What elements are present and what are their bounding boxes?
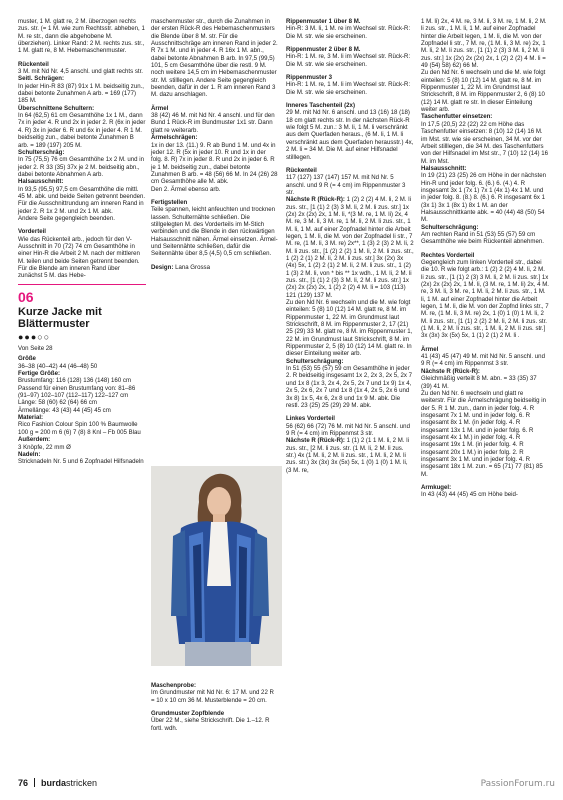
paragraph: 1x in der 13. (11.) 9. R ab Bund 1 M. und 4x in jeder 12. R (5x in jeder 10. R und 1x in der folg. 8. R) 7x in jeder 8. R und 2x in jeder 6. R je 1 M. beidseitig zun., dabei betonte Zunahmen B arb. = 48 (56) 66 M. In 24 (26) 28 cm Gesamthöhe alle M. abk. bbox=[151, 141, 278, 186]
paragraph: 3 Knöpfe, 22 mm Ø bbox=[18, 443, 71, 451]
subheading: Halsausschnitt: bbox=[18, 178, 64, 186]
paragraph: Am rechten Rand in 51 (53) 55 (57) 59 cm Gesamthöhe wie beim Rückenteil abnehmen. bbox=[421, 230, 544, 246]
section-heading: Rippenmuster 1 über 8 M. bbox=[286, 18, 361, 25]
subheading: Armkugel: bbox=[421, 483, 452, 491]
design-credit bbox=[151, 264, 279, 271]
paragraph: 56 (62) 66 (72) 76 M. mit Nd Nr. 5 anschl. und 9 R (= 4 cm) im Rippenmst 3 str. bbox=[286, 422, 410, 437]
paragraph: Länge: 58 (60) 62 (64) 66 cm bbox=[18, 399, 97, 407]
column-1 bbox=[18, 18, 146, 466]
paragraph: In jeder Hin-R 83 (87) 91x 1 M. beidseitig zun., dabei betonte Zunahmen A arb. = 169 (177) 185 M. bbox=[18, 82, 144, 105]
row-text: 1 (1) 2 (1 1 M. li, 2 M. li zus. str., [2 M. li zus. str. (1 M. li, 2 M. li zus. str.) 4x (1 M. li, 2 M. li zus. str., 1 M. li, 2 M. li zus. str.) 3x (3x) 3x (5x) 5x, 1 (0) 1 (0) 1 M. li, (3 M. re, bbox=[286, 437, 409, 474]
paragraph: 38 (42) 46 M. mit Nd Nr. 4 anschl. und für den Bund 1 Rück-R im Bundmuster 1x1 str. Dann glatt re weiterarb. bbox=[151, 112, 275, 134]
page-number: 76 bbox=[18, 778, 29, 788]
subheading: Schulterschrägung: bbox=[421, 223, 479, 231]
section-heading: Ärmel bbox=[421, 345, 439, 353]
subheading: Schulterschräg: bbox=[18, 148, 65, 156]
design-name: Lana Grossa bbox=[175, 263, 210, 271]
paragraph bbox=[286, 196, 414, 299]
footer-separator bbox=[34, 778, 35, 787]
column-2-bottom bbox=[151, 682, 279, 738]
section-divider bbox=[18, 284, 146, 285]
subheading: Nadeln: bbox=[18, 450, 41, 458]
paragraph: Hin-R: 3 M. li, 1 M. re im Wechsel str. Rück-R: Die M. str. wie sie erscheinen. bbox=[286, 25, 411, 40]
paragraph: In 43 (43) 44 (45) 45 cm Höhe beid- bbox=[421, 491, 518, 499]
section-heading: Inneres Taschenteil (2x) bbox=[286, 102, 355, 110]
paragraph: Zu den Nd Nr. 6 wechseln und glatt re weiterstr. Für die Ärmelschrägung beidseitig in der 5. R 1 M. zun., dann in jeder folg. 4. R insgesamt 7x 1 M. und in jeder folg. 6. R insgesamt 8x 1 M. (in jeder folg. 4. R insgesamt 13x 1 M. und in jeder folg. 6. R insgesamt 4x 1 M.) in jeder folg. 4. R insgesamt 19x 1 M. (in jeder folg. 4. R insgesamt 20x 1 M.) in jeder folg. 2. R insgesamt 3x 1 M. und in jeder folg. 4. R insgesamt 18x 1 M. zun. = 65 (71) 77 (81) 85 M. bbox=[421, 389, 546, 478]
paragraph: In 64 (62,5) 61 cm Gesamthöhe 1x 1 M., dann 7x in jeder 4. R und 2x in jeder 2. R (6x in jeder 4. R) 3x in jeder 6. R und 6x in jeder 4. R 1 M. beidseitig zun., dabei betonte Zunahmen B arb. = 189 (197) 205 M. bbox=[18, 112, 146, 149]
paragraph: Den 2. Ärmel ebenso arb. bbox=[151, 185, 221, 193]
paragraph: Passend für einen Brustumfang von: 81–86 (91–97) 102–107 (112–117) 122–127 cm bbox=[18, 384, 136, 400]
paragraph: Zu den Nd Nr. 6 wechseln und die M. wie folgt einteilen: 5 (8) 10 (12) 14 M. glatt re, 8 M. im Rippenmuster 1, 22 M. im Grundmst laut Strickschrift, 8 M. im Rippenmuster 2, 6 (8) 10 (12) 14 M. glatt re str. In dieser Einteilung weiter arb. bbox=[421, 69, 546, 114]
knit-jacket-photo bbox=[151, 466, 282, 666]
section-heading: Rippenmuster 2 über 8 M. bbox=[286, 46, 361, 54]
section-heading: Rückenteil bbox=[286, 166, 317, 174]
section-heading: Fertigstellen bbox=[151, 198, 188, 206]
section-heading: Rechtes Vorderteil bbox=[421, 251, 475, 259]
paragraph: Wie das Rückenteil arb., jedoch für den V-Ausschnitt in 70 (72) 74 cm Gesamthöhe in einer Hin-R die Arbeit 2 M. nach der mittleren M. teilen und beide Seiten getrennt beenden. bbox=[18, 235, 140, 265]
paragraph: maschenmuster str., durch die Zunahmen in der ersten Rück-R des Hebemaschenmusters die Blende über 8 M. str. Für die Ausschnittschräge am inneren Rand in jeder 2. R 7x 1 M. und in jeder 4. R 16x 1 M. abn., dabei betonte Abnahmen B arb. In 97,5 (99,5) 101, 5 cm Gesamthöhe über die restl. 9 M. noch weitere 14,5 cm im Hebemaschenmuster str. M. stilllegen. Andere Seite gegengleich beenden, dafür in der 1. R am inneren Rand 3 M. dazu anschlagen. bbox=[151, 18, 278, 99]
section-heading: Vorderteil bbox=[18, 228, 46, 236]
paragraph: Hin-R: 1 M. re, 1 M. li im Wechsel str. Rück-R: Die M. str. wie sie erscheinen. bbox=[286, 81, 411, 96]
model-photo bbox=[151, 466, 282, 666]
paragraph: Hin-R: 1 M. re, 3 M. li im Wechsel str. Rück-R: Die M. str. wie sie erscheinen. bbox=[286, 53, 411, 68]
subheading: Maschenprobe: bbox=[151, 682, 197, 689]
watermark: PassionForum.ru bbox=[480, 779, 555, 789]
paragraph: Im Grundmuster mit Nd Nr. 6: 17 M. und 22 R = 10 x 10 cm 36 M. Musterblende = 20 cm. bbox=[151, 689, 274, 704]
column-2 bbox=[151, 18, 279, 277]
column-3 bbox=[286, 18, 414, 474]
subheading: Seitl. Schrägen: bbox=[18, 75, 65, 83]
subheading: Überschnittene Schultern: bbox=[18, 104, 95, 112]
brand-name-regular: stricken bbox=[66, 778, 98, 788]
paragraph: muster, 1 M. glatt re, 2 M. überzogen rechts zus. str. (= 1 M. wie zum Rechtsstr. abheben, 1 M. re str., dann die abgehobene M. überziehen). Linker Rand: 2 M. rechts zus. str., 1 M. glatt re, 8 M. Hebemaschenmuster. bbox=[18, 18, 145, 55]
paragraph: In 75 (75,5) 76 cm Gesamthöhe 1x 2 M. und in jeder 2. R 33 (35) 37x je 2 M. beidseitig abn., dabei betonte Abnahmen A arb. bbox=[18, 156, 145, 178]
page-reference: Von Seite 28 bbox=[18, 345, 53, 353]
paragraph: In 19 (21) 23 (25) 26 cm Höhe in der nächsten Hin-R und jeder folg. 6. (6.) 6. (4.) 4. R insgesamt 3x 1 (7x 1) 7x 1 (4x 1) 4x 1 M. und in jeder folg. 8. (8.) 8. (6.) 6. R insgesamt 6x 1 (3x 1) 3x 1 (8x 1) 8x 1 M. an der Halsausschnittkante abk. = 40 (44) 48 (50) 54 M. bbox=[421, 172, 546, 224]
brand-name-bold: burda bbox=[41, 778, 67, 788]
subheading: Ärmelschrägen: bbox=[151, 134, 198, 142]
paragraph: Ärmellänge: 43 (43) 44 (45) 45 cm bbox=[18, 406, 111, 414]
paragraph: Rico Fashion Colour Spin 100 % Baumwolle 100 g = 200 m 6 (6) 7 (8) 8 Knl – Fb 005 Blau bbox=[18, 421, 141, 436]
design-label: Design: bbox=[151, 263, 174, 271]
row-heading: Nächste R (Rück-R): bbox=[286, 437, 345, 445]
paragraph: 117 (127) 137 (147) 157 M. mit Nd Nr. 5 anschl. und 9 R (= 4 cm) im Rippenmuster 3 str. bbox=[286, 174, 406, 196]
paragraph: 41 (43) 45 (47) 49 M. mit Nd Nr. 5 anschl. und 9 R (= 4 cm) im Rippenmst 3 str. bbox=[421, 353, 545, 368]
section-heading: Linkes Vorderteil bbox=[286, 415, 335, 423]
subheading: Material: bbox=[18, 414, 44, 422]
paragraph: Gegengleich zum linken Vorderteil str., dabei die 10. R wie folgt arb.: 1 (2) 2 (2) 4 M. li, 2 M. li zus. str., [1 (1) 2 (3) 3 M. li, 2 M. li zus. str.] 1x (2x) 2x (2x) 2x, 1 M. li, (3 M. re, 1 M. li) 2x, 4 M. re, 3 M. li, 3 M. re, 1 M. li, 2 M. li zus. str., 1 M. li, 1 M. auf einer Zopfnadel hinter die Arbeit legen, 1 M. li, die M. von der Zopfnd links str., 7 M. re, (1 M. li, 3 M. re) 2x, 1 (0) 1 (0) 1 M. li, 2 M. li zus. str., [1 (1) 2 (2) 2 M. li, 2 M. li zus. str. (1 M. li, 2 M. li zus. str., 1 M. li, 2 M. li zus. str.] 3x (3x) 3x (5x) 5x, 1 (1) 2 (1) 2 M. li . bbox=[421, 259, 549, 340]
subheading: Taschenfutter einsetzen: bbox=[421, 113, 493, 121]
paragraph: In 51 (53) 55 (57) 59 cm Gesamthöhe in jeder 2. R beidseitig insgesamt 1x 2, 2x 3, 2x 5, 2x 7 und 1x 8 (1x 3, 2x 4, 2x 5, 2x 7 und 1x 9) 1x 4, 2x 5, 2x 6, 2x 7 und 1x 8 (1x 4, 2x 5, 2x 6 und 3x 8) 1x 5, 4x 6, 2x 8 und 1x 9 M. abk. Die restl. 23 (25) 25 (29) 29 M. abk. bbox=[286, 365, 413, 409]
paragraph: 1 M. li) 2x, 4 M. re, 3 M. li, 3 M. re, 1 M. li, 2 M. li zus. str., 1 M. li, 1 M. auf einer Zopfnadel hinter die Arbeit legen, 1 M. li, die M. von der Zopfnadel li str., 7 M. re, (1 M. li, 3 M. re) 2x, 1 M. li, 2 M. li zus. str., [1 (1) 2 (3) 3 M. li, 2 M. li zus. str.] 1x (2x) 2x (2x) 2x, 1 (2) 2 (2) 4 M. li = 49 (54) 58) 62) 66 M. bbox=[421, 18, 547, 70]
row-heading: Nächste R (Rück-R): bbox=[286, 196, 345, 204]
subheading: Außerdem: bbox=[18, 436, 51, 444]
paragraph: In 17,5 (20,5) 22 (22) 22 cm Höhe das Taschenfutter einsetzen: 8 (10) 12 (14) 16 M. im Mst. str. wie sie erscheinen, 34 M. vor der Arbeit stilllegen, die 34 M. des Taschenfutters von der Hilfsnadel im Mst str., 7 (10) 12 (14) 16 M. im Mst. bbox=[421, 120, 549, 165]
paragraph: In 93,5 (95,5) 97,5 cm Gesamthöhe die mittl. 45 M. abk. und beide Seiten getrennt beenden. Für die Ausschnittrundung am inneren Rand in jeder 2. R 1x 2 M. und 2x 1 M. abk. bbox=[18, 185, 146, 215]
paragraph bbox=[286, 437, 414, 474]
subheading: Nächste R (Rück-R): bbox=[421, 367, 480, 375]
section-heading: Rippenmuster 3 bbox=[286, 74, 333, 82]
paragraph: Andere Seite gegengleich beenden. bbox=[18, 214, 115, 222]
model-title: Kurze Jacke mit Blättermuster bbox=[18, 305, 102, 330]
paragraph: 36–38 (40–42) 44 (46–48) 50 bbox=[18, 362, 98, 370]
subheading: Fertige Größe: bbox=[18, 370, 60, 378]
subheading: Halsausschnitt: bbox=[421, 164, 467, 172]
section-heading: Grundmuster Zopfblende bbox=[151, 710, 225, 718]
model-number: 06 bbox=[18, 288, 34, 305]
paragraph: Stricknadeln Nr. 5 und 6 Zopfnadel Hilfsnadeln bbox=[18, 458, 144, 466]
subheading: Schulterschrägung: bbox=[286, 357, 344, 365]
section-heading: Rückenteil bbox=[18, 60, 49, 68]
paragraph: 3 M. mit Nd Nr. 4,5 anschl. und glatt rechts str. bbox=[18, 68, 143, 76]
paragraph: Gleichmäßig verteilt 8 M. abn. = 33 (35) 37 (39) 41 M. bbox=[421, 375, 537, 390]
paragraph: Für die Blende am inneren Rand über zunächst 5 M. das Hebe- bbox=[18, 265, 120, 280]
paragraph: Zu den Nd Nr. 6 wechseln und die M. wie folgt einteilen: 5 (8) 10 (12) 14 M. glatt re, 8 M. im Rippenmuster 1, 22 M. im Grundmust laut Strickschrift, 8 M. im Rippenmuster 2, 17 (21) 25 (29) 33 M. glatt re, 8 M. im Rippenmuster 1, 22 M. im Grundmust laut Strickschrift, 8 M. im Rippenmuster 2, 5 (8) 10 (12) 14 M. glatt re. In dieser Einteilung weiter arb. bbox=[286, 299, 413, 358]
column-4 bbox=[421, 18, 549, 505]
paragraph: 29 M. mit Nd Nr. 6 anschl. und 13 (16) 18 (18) 18 cm glatt rechts str. In der nächsten Rück-R wie folgt 5 M. zun.: 3 M. li, 1 M. li verschränkt aus dem Querfaden heraus., (6 M. li, 1 M. li verschränkt aus dem Querfaden herausstr.) 4x, 2 M. li = 34 M. Die M. auf einer Hilfsnadel stilllegen. bbox=[286, 109, 414, 161]
paragraph: Teile spannen, leicht anfeuchten und trocknen lassen. Schulternähte schließen. Die stillgelegten M. des Vorderteils im M-Stich verbinden und die Blende in den rückwärtigen Halsausschnitt nähen. Ärmel einsetzen. Ärmel- und Seitennähte schließen, dafür die Seitennähte über 8,5 (4,5) 0,5 cm schließen. bbox=[151, 206, 278, 258]
difficulty-rating: ●●●○○ bbox=[18, 331, 51, 342]
row-text: 1 (2) 2 (2) 4 M. li, 2 M. li zus. str., [1 (1) 2 (3) 3 M. li, 2 M. li zus. str.] 1x (2x) 2x (2x) 2x, 1 M. li, *(3 M. re, 1 M. li) 2x, 4 M. re, 3 M. li, 3 M. re, 1 M. li, 2 M. li zus. str., 1 M. li, 1 M. auf einer Zopfnadel hinter die Arbeit legen, 1 M. li, die M. von der Zopfnadel li str., 7 M. re, (1 M. li, 3 M. re) 2x**, 1 (3) 2 (3) 2 M. li, 2 M. li zus. str., [1 (2) 2 (2) 1 M. li, 2 M. li zus. str., 1 (2) 2 (1) 2 M. li, 2 M. li zus. str.] 3x (2x) 3x (4x) 5x, 1 (2) 2 (1) 2 M. li, 2 M. li zus. str., 1 (2) 1 (3) 2 M. li, von * bis ** 1x wdh., 1 M. li, 2 M. li zus. str., [1 (1) 2 (3) 3 M. li, 2 M. li zus. str.] 1x (2x) 2x (2x) 2x, 1 (2) 2 (2) 4 M. li = 103 (113) 121 (129) 137 M. bbox=[286, 196, 414, 299]
section-heading: Größe bbox=[18, 355, 36, 363]
section-heading: Ärmel bbox=[151, 104, 169, 112]
paragraph: Über 22 M., siehe Strickschrift. Die 1.–12. R fortl. wdh. bbox=[151, 717, 270, 732]
paragraph: Brustumfang: 116 (128) 136 (148) 160 cm bbox=[18, 377, 132, 385]
page-footer bbox=[18, 776, 548, 790]
